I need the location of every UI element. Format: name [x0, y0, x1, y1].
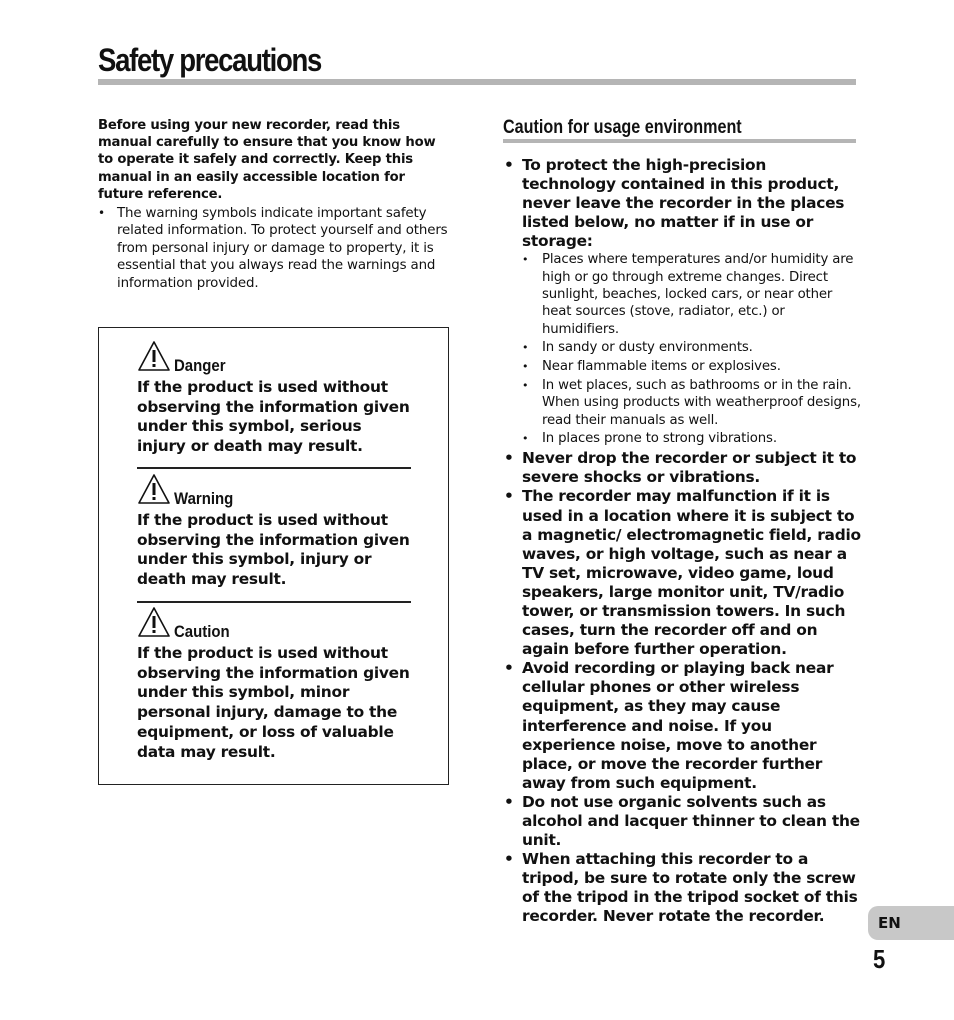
- location-item: • In sandy or dusty environments.: [522, 339, 863, 356]
- precaution-item: • When attaching this recorder to a tripod, be sure to rotate only the screw of the tripod in the tripod socket of this recorder. Never rotate the recorder.: [503, 850, 863, 926]
- warning-heading: [137, 475, 413, 509]
- divider: [137, 467, 411, 469]
- danger-label: Danger: [174, 356, 226, 375]
- danger-text: If the product is used without observing the information given under this symbol, serious injury or death may result.: [137, 378, 410, 456]
- title-underline: [98, 79, 856, 85]
- section-underline: [503, 139, 856, 143]
- precaution-item: • The recorder may malfunction if it is used in a location where it is subject to a magnetic/ electromagnetic field, radio waves, or high voltage, such as near a TV set, microwave, video game, loud speakers, large monitor unit, TV/radio tower, or transmission towers. In such cases, turn the recorder off and on again before further operation.: [503, 487, 863, 659]
- language-label: EN: [878, 914, 901, 932]
- intro-section: [98, 117, 448, 292]
- location-item: • In places prone to strong vibrations.: [522, 430, 863, 447]
- danger-heading: [137, 342, 413, 376]
- warning-symbols-box: [98, 327, 449, 785]
- page-title: Safety precautions: [98, 42, 322, 78]
- intro-bullet-list: [98, 205, 448, 292]
- intro-bullet: • The warning symbols indicate important safety related information. To protect yourself and others from personal injury or damage to property, it is essential that you always read the warnings and information provided.: [98, 205, 448, 292]
- warning-section: [137, 475, 413, 590]
- warning-label: Warning: [174, 489, 234, 508]
- danger-section: [137, 342, 413, 457]
- location-item: • In wet places, such as bathrooms or in the rain. When using products with weatherproof designs, read their manuals as well.: [522, 377, 863, 429]
- precaution-item: • Never drop the recorder or subject it to severe shocks or vibrations.: [503, 449, 863, 487]
- precaution-item: • Do not use organic solvents such as alcohol and lacquer thinner to clean the unit.: [503, 793, 863, 850]
- precaution-list: [503, 156, 863, 927]
- precaution-item: [503, 156, 863, 448]
- caution-heading: [137, 608, 413, 642]
- precaution-text: To protect the high-precision technology contained in this product, never leave the recorder in the places listed below, no matter if in use or storage:: [522, 156, 845, 251]
- caution-label: Caution: [174, 622, 230, 641]
- location-list: [522, 251, 863, 447]
- location-item: • Places where temperatures and/or humidity are high or go through extreme changes. Direct sunlight, beaches, locked cars, or near other heat sources (stove, radiator, etc.) or humidifiers.: [522, 251, 863, 337]
- caution-section: [137, 608, 413, 762]
- caution-text: If the product is used without observing the information given under this symbol, minor personal injury, damage to the equipment, or loss of valuable data may result.: [137, 644, 410, 761]
- location-item: • Near flammable items or explosives.: [522, 358, 863, 375]
- intro-text: Before using your new recorder, read this manual carefully to ensure that you know how to operate it safely and correctly. Keep this manual in an easily accessible location for future reference.: [98, 118, 436, 202]
- warning-triangle-icon: [137, 340, 171, 376]
- precaution-item: • Avoid recording or playing back near cellular phones or other wireless equipment, as they may cause interference and noise. If you experience noise, move to another place, or move the recorder further away from such equipment.: [503, 659, 863, 793]
- language-tab: [868, 906, 954, 940]
- divider: [137, 601, 411, 603]
- warning-triangle-icon: [137, 606, 171, 642]
- page-number: 5: [873, 944, 886, 974]
- warning-triangle-icon: [137, 473, 171, 509]
- usage-environment-section: [503, 117, 863, 927]
- warning-text: If the product is used without observing the information given under this symbol, injury or death may result.: [137, 511, 410, 589]
- section-title: Caution for usage environment: [503, 117, 742, 138]
